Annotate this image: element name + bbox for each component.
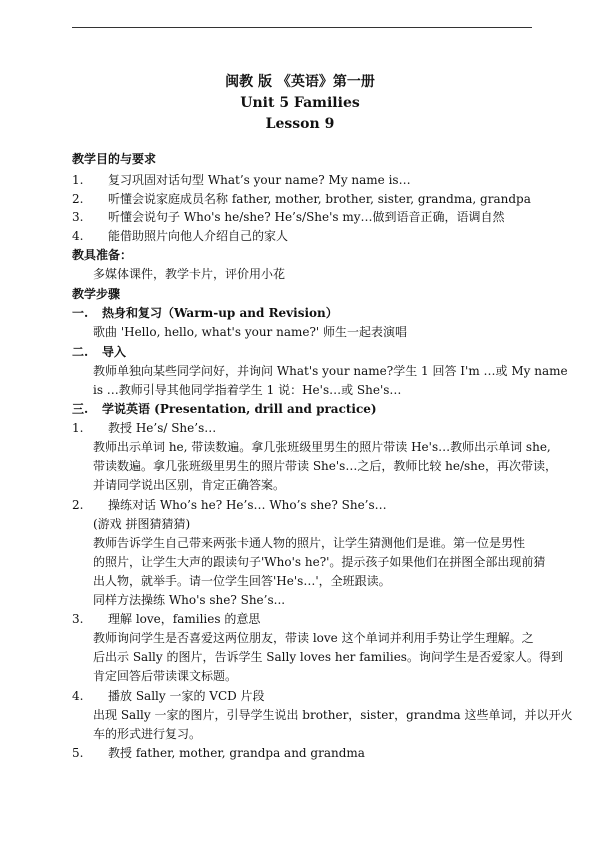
step-title: 教授 father, mother, grandpa and grandma	[108, 746, 365, 760]
paragraph-line: 教师单独向某些同学问好，并询问 What's your name?学生 1 回答 I'm …或 My name	[93, 364, 568, 378]
heading-steps: 教学步骤	[72, 287, 121, 301]
paragraph-line: 的照片，让学生大声的跟读句子'Who's he?'。提示孩子如果他们在拼图全部出现前猜	[93, 555, 546, 569]
doc-title-lesson: Lesson 9	[265, 116, 335, 132]
materials-text: 多媒体课件，教学卡片，评价用小花	[93, 267, 286, 281]
objective-number: 4.	[72, 229, 84, 243]
paragraph-line: 教师询问学生是否喜爱这两位朋友，带读 love 这个单词并利用手势让学生理解。之	[93, 631, 534, 645]
paragraph-line: 车的形式进行复习。	[93, 727, 202, 741]
section-number: 二.	[72, 345, 89, 359]
step-number: 5.	[72, 746, 84, 760]
step-number: 4.	[72, 689, 84, 703]
objective-text: 能借助照片向他人介绍自己的家人	[108, 229, 289, 243]
doc-title-line1: 闽教 版 《英语》第一册	[225, 74, 375, 90]
step-number: 3.	[72, 612, 84, 626]
step-number: 1.	[72, 421, 84, 435]
paragraph-line: 带读数遍。拿几张班级里男生的照片带读 She's…之后，教师比较 he/she，再次带读，	[93, 459, 558, 473]
objective-text: 听懂会说家庭成员名称 father, mother, brother, sister, grandma, grandpa	[108, 192, 531, 206]
paragraph-line: 后出示 Sally 的图片，告诉学生 Sally loves her families。询问学生是否爱家人。得到	[93, 650, 563, 664]
section-text: 歌曲 'Hello, hello, what's your name?' 师生一起表演唱	[93, 325, 408, 339]
paragraph-line: 肯定回答后带读课文标题。	[93, 669, 238, 683]
paragraph-line: 教师告诉学生自己带来两张卡通人物的照片，让学生猜测他们是谁。第一位是男性	[93, 536, 526, 550]
doc-title-unit: Unit 5 Families	[240, 95, 360, 111]
paragraph-line: 并请同学说出区别，肯定正确答案。	[93, 478, 286, 492]
step-title: 理解 love，families 的意思	[108, 612, 261, 626]
section-number: 一.	[72, 306, 89, 320]
objective-number: 2.	[72, 192, 84, 206]
section-title: 热身和复习（Warm-up and Revision）	[102, 306, 338, 320]
objective-number: 1.	[72, 173, 84, 187]
objective-text: 复习巩固对话句型 What’s your name? My name is…	[108, 173, 411, 187]
step-number: 2.	[72, 498, 84, 512]
section-title: 学说英语 (Presentation, drill and practice)	[102, 402, 377, 416]
header-rule	[72, 27, 532, 28]
heading-materials: 教具准备：	[72, 248, 133, 262]
paragraph-line: 出人物，就举手。请一位学生回答'He's…'，全班跟读。	[93, 574, 391, 588]
step-title: 操练对话 Who’s he? He’s… Who’s she? She’s…	[108, 498, 387, 512]
objective-text: 听懂会说句子 Who's he/she? He’s/She's my…做到语音正确，语调自然	[108, 210, 505, 224]
paragraph-line: 同样方法操练 Who's she? She’s...	[93, 593, 286, 607]
paragraph-line: 教师出示单词 he, 带读数遍。拿几张班级里男生的照片带读 He's…教师出示单词 she,	[93, 440, 551, 454]
step-title: 播放 Sally 一家的 VCD 片段	[108, 689, 265, 703]
objective-number: 3.	[72, 210, 84, 224]
paragraph-line: is …教师引导其他同学指着学生 1 说：He's…或 She's…	[93, 383, 402, 397]
section-title: 导入	[102, 345, 127, 359]
paragraph-line: 出现 Sally 一家的图片，引导学生说出 brother，sister，grandma 这些单词，并以开火	[93, 708, 573, 722]
paragraph-line: (游戏 拼图猜猜猜)	[93, 517, 191, 531]
heading-objectives: 教学目的与要求	[72, 152, 157, 166]
step-title: 教授 He’s/ She’s…	[108, 421, 217, 435]
section-number: 三.	[72, 402, 89, 416]
